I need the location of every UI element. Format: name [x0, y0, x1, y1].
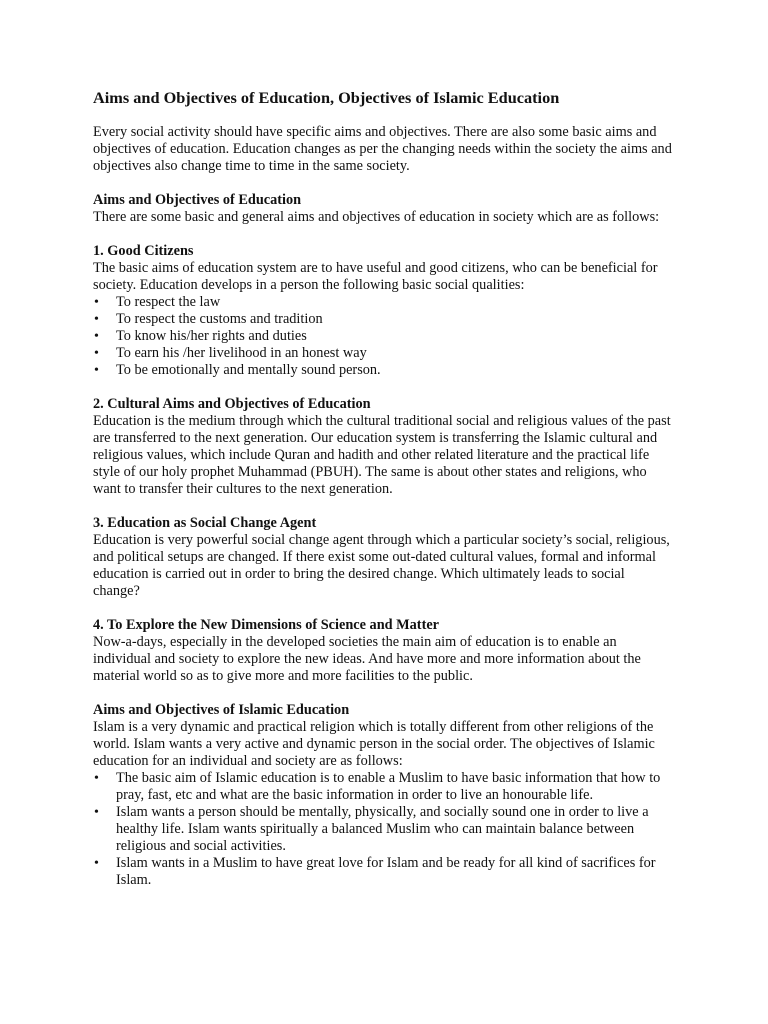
- section-heading: 1. Good Citizens: [93, 243, 194, 259]
- section-islamic-education: [93, 702, 672, 889]
- section-body: Islam is a very dynamic and practical religion which is totally different from other religions of the world. Islam wants a very active and dynamic person in the social order. The objectives of Islamic education for an individual and society are as follows:: [93, 719, 655, 769]
- section-explore-science: [93, 617, 672, 685]
- section-cultural-aims: [93, 396, 672, 498]
- list-item: [93, 311, 672, 328]
- list-item-text: The basic aim of Islamic education is to enable a Muslim to have basic information that how to pray, fast, etc and what are the basic information in order to live an honourable life.: [116, 770, 661, 803]
- section-heading: 4. To Explore the New Dimensions of Science and Matter: [93, 617, 440, 633]
- section-body: Education is very powerful social change agent through which a particular society’s social, religious, and political setups are changed. If there exist some out-dated cultural values, formal and informal education is carried out in order to bring the desired change. Which ultimately leads to social change?: [93, 532, 670, 599]
- list-item: [93, 855, 672, 889]
- list-item: [93, 804, 672, 855]
- list-item-text: To be emotionally and mentally sound person.: [116, 362, 381, 378]
- section-social-change-agent: [93, 515, 672, 600]
- list-item: [93, 328, 672, 345]
- section-heading: Aims and Objectives of Islamic Education: [93, 702, 350, 718]
- section-good-citizens: [93, 243, 672, 379]
- bullet-list: [93, 770, 672, 889]
- list-item-text: To earn his /her livelihood in an honest way: [116, 345, 367, 361]
- section-heading: Aims and Objectives of Education: [93, 192, 302, 208]
- section-body: There are some basic and general aims and objectives of education in society which are as follows:: [93, 209, 660, 225]
- list-item: [93, 345, 672, 362]
- bullet-icon: •: [94, 805, 99, 820]
- bullet-icon: •: [94, 312, 99, 327]
- list-item-text: To respect the law: [116, 294, 221, 310]
- intro-paragraph: Every social activity should have specific aims and objectives. There are also some basic aims and objectives of education. Education changes as per the changing needs within the society the aims and objectives also change time to time in the same society.: [93, 124, 672, 174]
- list-item-text: To respect the customs and tradition: [116, 311, 323, 327]
- bullet-icon: •: [94, 346, 99, 361]
- bullet-icon: •: [94, 771, 99, 786]
- section-aims-objectives: [93, 192, 672, 226]
- bullet-list: [93, 294, 672, 379]
- bullet-icon: •: [94, 295, 99, 310]
- section-body: Now-a-days, especially in the developed societies the main aim of education is to enable an individual and society to explore the new ideas. And have more and more information about the material world so as to give more and more facilities to the public.: [93, 634, 641, 684]
- list-item: [93, 294, 672, 311]
- page-title: Aims and Objectives of Education, Objectives of Islamic Education: [93, 88, 560, 107]
- list-item: [93, 362, 672, 379]
- bullet-icon: •: [94, 329, 99, 344]
- list-item-text: Islam wants in a Muslim to have great love for Islam and be ready for all kind of sacrifices for Islam.: [116, 855, 656, 888]
- bullet-icon: •: [94, 363, 99, 378]
- list-item: [93, 770, 672, 804]
- section-body: The basic aims of education system are to have useful and good citizens, who can be beneficial for society. Education develops in a person the following basic social qualities:: [93, 260, 658, 293]
- list-item-text: Islam wants a person should be mentally, physically, and socially sound one in order to live a healthy life. Islam wants spiritually a balanced Muslim who can maintain balance between religious and social activities.: [116, 804, 649, 854]
- list-item-text: To know his/her rights and duties: [116, 328, 307, 344]
- section-body: Education is the medium through which the cultural traditional social and religious values of the past are transferred to the next generation. Our education system is transferring the Islamic cultural and religious values, which include Quran and hadith and other related literature and the practical life style of our holy prophet Muhammad (PBUH). The same is about other states and religions, who want to transfer their cultures to the next generation.: [93, 413, 671, 497]
- bullet-icon: •: [94, 856, 99, 871]
- section-heading: 2. Cultural Aims and Objectives of Education: [93, 396, 371, 412]
- section-heading: 3. Education as Social Change Agent: [93, 515, 317, 531]
